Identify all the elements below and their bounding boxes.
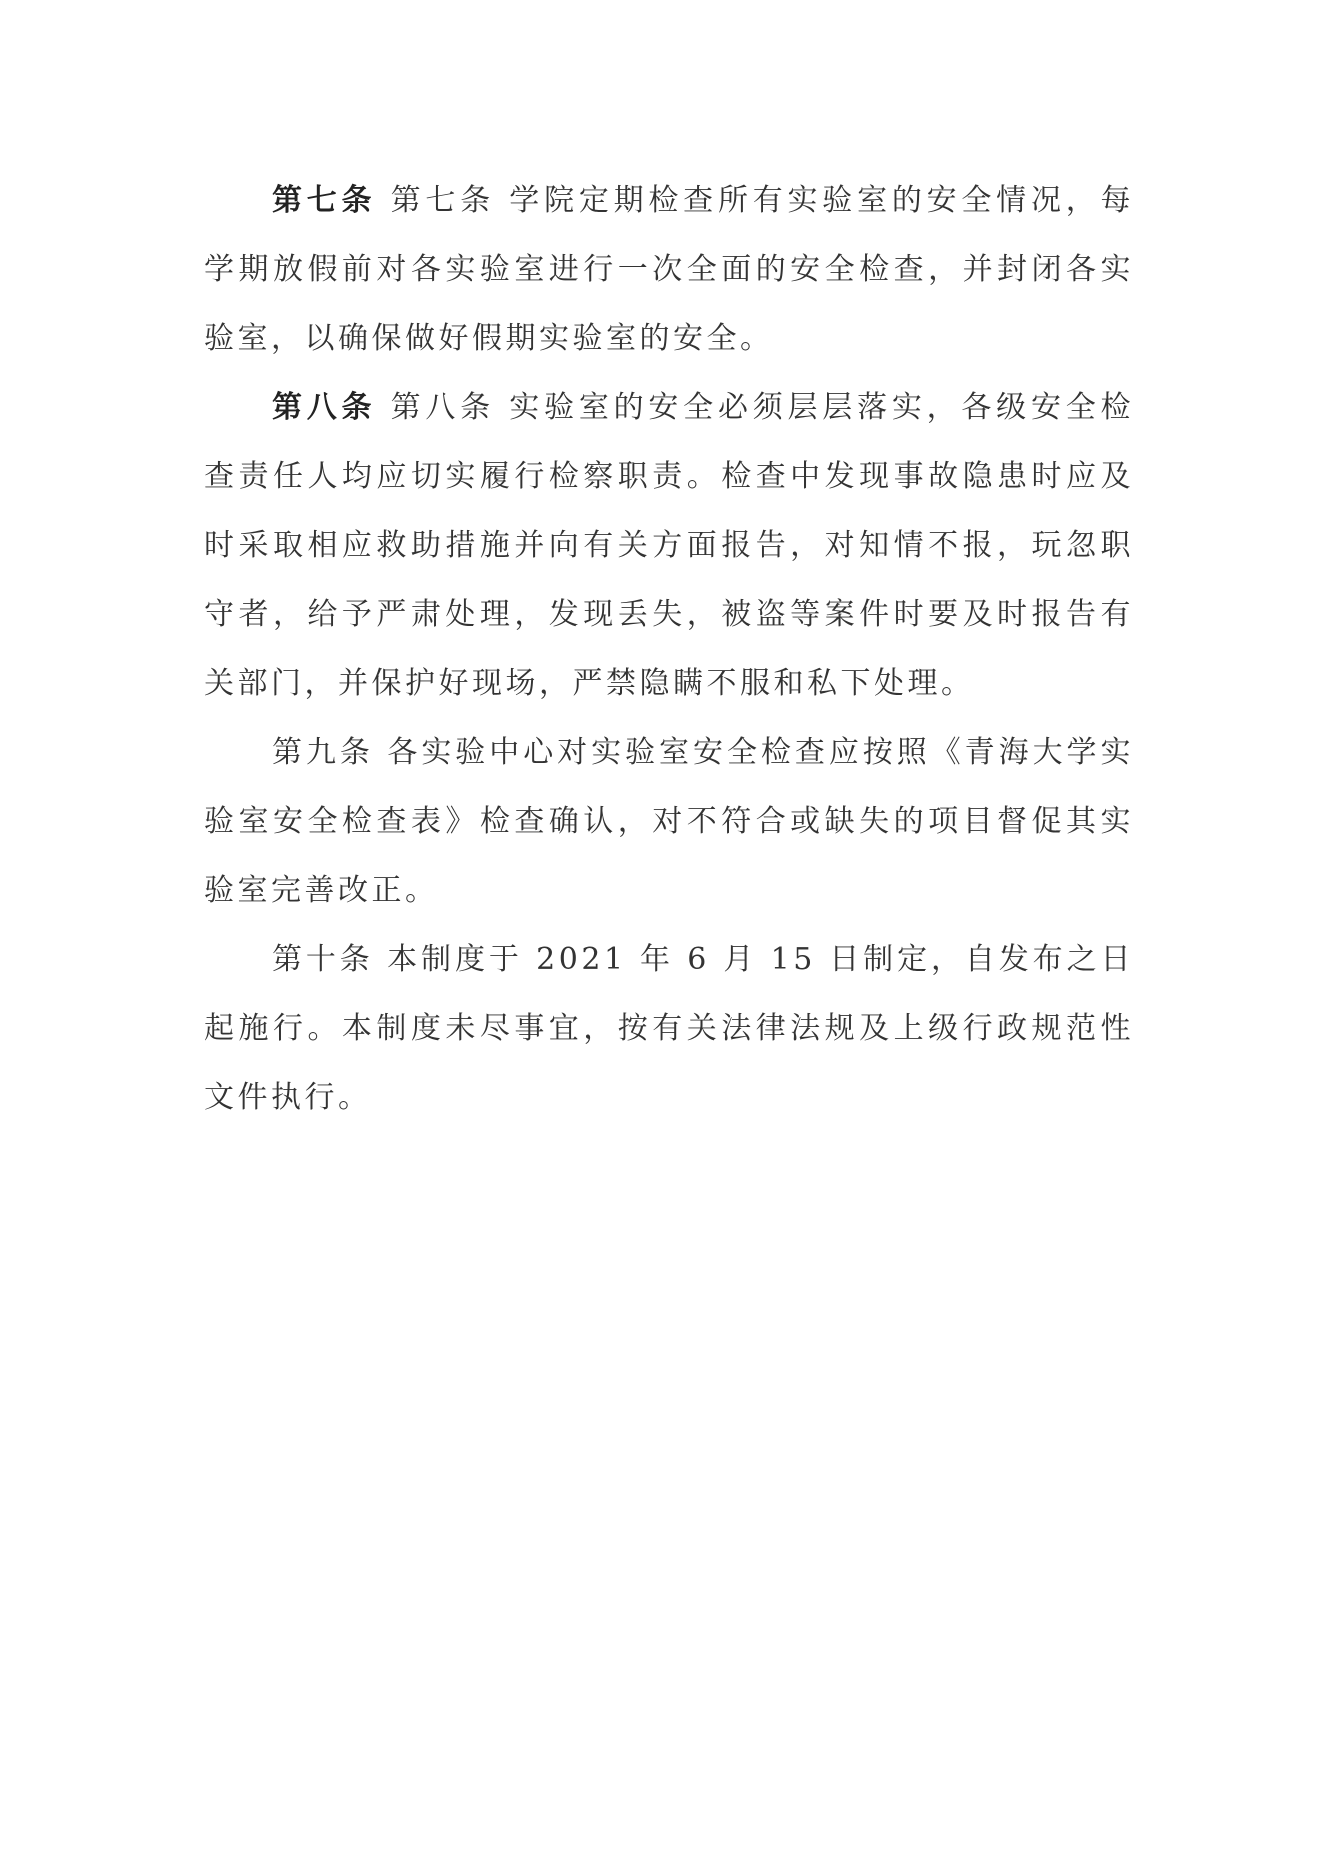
- article-8-label: 第八条: [272, 390, 377, 425]
- article-10-text: 第十条 本制度于 2021 年 6 月 15 日制定，自发布之日起施行。本制度未尽事宜，按有关法律法规及上级行政规范性文件执行。: [204, 942, 1134, 1115]
- article-8-text: 第八条 实验室的安全必须层层落实，各级安全检查责任人均应切实履行检察职责。检查中发现事故隐患时应及时采取相应救助措施并向有关方面报告，对知情不报，玩忽职守者，给予严肃处理，发现丢失，被盗等案件时要及时报告有关部门，并保护好现场，严禁隐瞒不服和私下处理。: [204, 390, 1135, 701]
- article-10-paragraph: [204, 925, 1134, 1132]
- document-body: [204, 166, 1134, 1132]
- article-7-label: 第七条: [272, 183, 377, 218]
- article-7-paragraph: [204, 166, 1134, 373]
- article-8-paragraph: [204, 373, 1134, 718]
- article-9-text: 第九条 各实验中心对实验室安全检查应按照《青海大学实验室安全检查表》检查确认，对不符合或缺失的项目督促其实验室完善改正。: [204, 735, 1134, 908]
- article-7-text: 第七条 学院定期检查所有实验室的安全情况，每学期放假前对各实验室进行一次全面的安全检查，并封闭各实验室，以确保做好假期实验室的安全。: [204, 183, 1135, 356]
- article-9-paragraph: [204, 718, 1134, 925]
